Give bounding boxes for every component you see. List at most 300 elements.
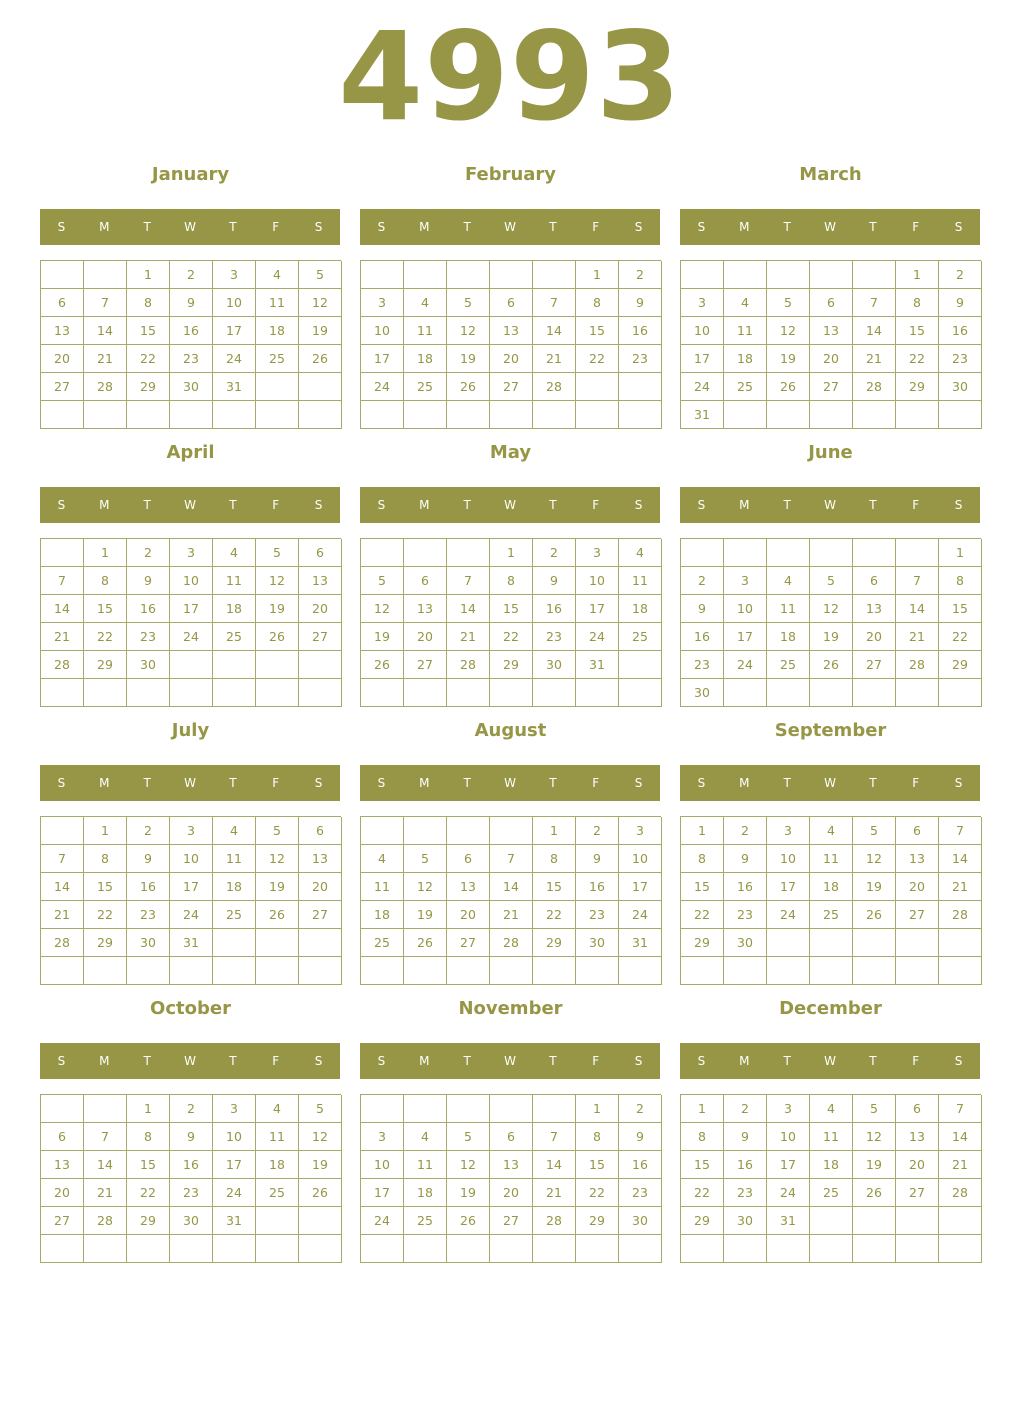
day-cell: 2 bbox=[170, 1095, 213, 1123]
day-cell: 12 bbox=[853, 845, 896, 873]
day-cell: 22 bbox=[84, 623, 127, 651]
day-cell: 28 bbox=[84, 373, 127, 401]
empty-cell bbox=[404, 817, 447, 845]
empty-cell bbox=[810, 401, 853, 429]
day-cell: 14 bbox=[84, 1151, 127, 1179]
day-cell: 1 bbox=[939, 539, 982, 567]
day-cell: 15 bbox=[681, 873, 724, 901]
day-cell: 22 bbox=[681, 1179, 724, 1207]
weekday-header bbox=[680, 765, 980, 801]
day-cell: 17 bbox=[767, 873, 810, 901]
day-cell: 30 bbox=[127, 929, 170, 957]
day-cell: 28 bbox=[939, 1179, 982, 1207]
empty-cell bbox=[404, 1235, 447, 1263]
day-cell: 28 bbox=[533, 373, 576, 401]
day-cell: 17 bbox=[619, 873, 662, 901]
empty-cell bbox=[361, 679, 404, 707]
day-grid bbox=[40, 1094, 341, 1263]
day-cell: 3 bbox=[361, 289, 404, 317]
day-cell: 27 bbox=[41, 373, 84, 401]
day-cell: 27 bbox=[447, 929, 490, 957]
day-cell: 28 bbox=[41, 651, 84, 679]
day-cell: 15 bbox=[896, 317, 939, 345]
day-cell: 6 bbox=[41, 289, 84, 317]
weekday-label: W bbox=[504, 1054, 516, 1068]
day-cell: 30 bbox=[170, 373, 213, 401]
day-cell: 15 bbox=[939, 595, 982, 623]
empty-cell bbox=[84, 261, 127, 289]
day-cell: 9 bbox=[170, 289, 213, 317]
day-cell: 10 bbox=[361, 1151, 404, 1179]
weekday-label: W bbox=[504, 498, 516, 512]
day-cell: 6 bbox=[490, 289, 533, 317]
day-cell: 24 bbox=[170, 901, 213, 929]
day-cell: 6 bbox=[41, 1123, 84, 1151]
day-cell: 9 bbox=[619, 1123, 662, 1151]
day-cell: 10 bbox=[576, 567, 619, 595]
day-cell: 3 bbox=[576, 539, 619, 567]
weekday-label: F bbox=[912, 1054, 920, 1068]
day-cell: 28 bbox=[533, 1207, 576, 1235]
day-cell: 5 bbox=[299, 261, 342, 289]
day-cell: 17 bbox=[213, 1151, 256, 1179]
weekday-label: S bbox=[57, 776, 66, 790]
day-cell: 27 bbox=[490, 373, 533, 401]
day-cell: 13 bbox=[896, 1123, 939, 1151]
day-cell: 7 bbox=[853, 289, 896, 317]
day-cell: 14 bbox=[533, 1151, 576, 1179]
day-cell: 8 bbox=[576, 289, 619, 317]
empty-cell bbox=[41, 401, 84, 429]
day-cell: 2 bbox=[939, 261, 982, 289]
empty-cell bbox=[810, 261, 853, 289]
weekday-label: S bbox=[954, 220, 963, 234]
day-cell: 4 bbox=[404, 1123, 447, 1151]
day-cell: 11 bbox=[213, 567, 256, 595]
weekday-label: T bbox=[229, 220, 237, 234]
empty-cell bbox=[447, 1095, 490, 1123]
empty-cell bbox=[681, 261, 724, 289]
empty-cell bbox=[361, 1095, 404, 1123]
weekday-label: M bbox=[419, 1054, 430, 1068]
day-cell: 18 bbox=[810, 1151, 853, 1179]
empty-cell bbox=[896, 929, 939, 957]
day-cell: 10 bbox=[767, 845, 810, 873]
weekday-label: W bbox=[824, 776, 836, 790]
day-cell: 13 bbox=[41, 1151, 84, 1179]
empty-cell bbox=[127, 957, 170, 985]
day-cell: 28 bbox=[896, 651, 939, 679]
empty-cell bbox=[767, 539, 810, 567]
day-cell: 19 bbox=[404, 901, 447, 929]
day-cell: 12 bbox=[256, 845, 299, 873]
day-cell: 6 bbox=[853, 567, 896, 595]
day-cell: 25 bbox=[810, 901, 853, 929]
empty-cell bbox=[361, 401, 404, 429]
empty-cell bbox=[724, 679, 767, 707]
month-name: September bbox=[774, 720, 887, 741]
day-cell: 21 bbox=[939, 873, 982, 901]
empty-cell bbox=[896, 401, 939, 429]
day-cell: 13 bbox=[299, 845, 342, 873]
day-cell: 4 bbox=[213, 817, 256, 845]
weekday-label: S bbox=[634, 498, 643, 512]
day-cell: 12 bbox=[810, 595, 853, 623]
day-cell: 23 bbox=[576, 901, 619, 929]
day-cell: 29 bbox=[896, 373, 939, 401]
empty-cell bbox=[767, 1235, 810, 1263]
day-cell: 7 bbox=[447, 567, 490, 595]
day-cell: 22 bbox=[939, 623, 982, 651]
month-name: April bbox=[166, 442, 215, 463]
empty-cell bbox=[810, 957, 853, 985]
day-cell: 25 bbox=[619, 623, 662, 651]
weekday-label: T bbox=[229, 1054, 237, 1068]
weekday-header bbox=[40, 1043, 340, 1079]
empty-cell bbox=[361, 261, 404, 289]
day-cell: 30 bbox=[939, 373, 982, 401]
day-cell: 6 bbox=[299, 817, 342, 845]
weekday-label: T bbox=[229, 498, 237, 512]
day-cell: 21 bbox=[939, 1151, 982, 1179]
empty-cell bbox=[256, 957, 299, 985]
day-cell: 1 bbox=[681, 817, 724, 845]
day-cell: 25 bbox=[404, 1207, 447, 1235]
day-cell: 9 bbox=[576, 845, 619, 873]
day-cell: 29 bbox=[490, 651, 533, 679]
day-grid bbox=[360, 538, 661, 707]
day-cell: 16 bbox=[619, 317, 662, 345]
empty-cell bbox=[724, 261, 767, 289]
day-cell: 29 bbox=[939, 651, 982, 679]
empty-cell bbox=[767, 401, 810, 429]
day-cell: 27 bbox=[299, 623, 342, 651]
day-cell: 6 bbox=[404, 567, 447, 595]
day-cell: 3 bbox=[361, 1123, 404, 1151]
day-cell: 5 bbox=[767, 289, 810, 317]
day-cell: 17 bbox=[170, 873, 213, 901]
day-cell: 5 bbox=[810, 567, 853, 595]
empty-cell bbox=[299, 957, 342, 985]
day-cell: 12 bbox=[256, 567, 299, 595]
day-cell: 6 bbox=[810, 289, 853, 317]
month-name: October bbox=[150, 998, 231, 1019]
day-cell: 18 bbox=[767, 623, 810, 651]
weekday-header bbox=[40, 209, 340, 245]
day-cell: 18 bbox=[256, 317, 299, 345]
weekday-label: T bbox=[869, 498, 877, 512]
day-grid bbox=[680, 1094, 981, 1263]
empty-cell bbox=[127, 679, 170, 707]
day-cell: 6 bbox=[299, 539, 342, 567]
day-cell: 19 bbox=[447, 345, 490, 373]
empty-cell bbox=[213, 679, 256, 707]
day-cell: 10 bbox=[361, 317, 404, 345]
empty-cell bbox=[256, 1207, 299, 1235]
day-cell: 24 bbox=[724, 651, 767, 679]
day-cell: 3 bbox=[213, 261, 256, 289]
day-cell: 23 bbox=[619, 1179, 662, 1207]
day-cell: 4 bbox=[619, 539, 662, 567]
weekday-label: F bbox=[592, 1054, 600, 1068]
day-cell: 20 bbox=[896, 1151, 939, 1179]
empty-cell bbox=[170, 957, 213, 985]
empty-cell bbox=[256, 1235, 299, 1263]
day-cell: 23 bbox=[127, 901, 170, 929]
weekday-label: S bbox=[697, 1054, 706, 1068]
empty-cell bbox=[681, 1235, 724, 1263]
empty-cell bbox=[170, 1235, 213, 1263]
day-cell: 6 bbox=[896, 817, 939, 845]
day-cell: 2 bbox=[533, 539, 576, 567]
day-cell: 26 bbox=[447, 1207, 490, 1235]
weekday-label: M bbox=[739, 220, 750, 234]
day-cell: 15 bbox=[490, 595, 533, 623]
day-cell: 14 bbox=[939, 845, 982, 873]
day-cell: 25 bbox=[767, 651, 810, 679]
day-cell: 5 bbox=[447, 289, 490, 317]
weekday-header bbox=[360, 487, 660, 523]
empty-cell bbox=[361, 957, 404, 985]
weekday-label: T bbox=[463, 498, 471, 512]
day-cell: 25 bbox=[213, 623, 256, 651]
day-cell: 17 bbox=[724, 623, 767, 651]
day-cell: 4 bbox=[213, 539, 256, 567]
day-cell: 7 bbox=[41, 567, 84, 595]
day-cell: 10 bbox=[170, 845, 213, 873]
empty-cell bbox=[41, 1095, 84, 1123]
day-cell: 2 bbox=[619, 261, 662, 289]
weekday-label: F bbox=[592, 776, 600, 790]
weekday-header bbox=[680, 209, 980, 245]
month-name: March bbox=[799, 164, 862, 185]
day-cell: 6 bbox=[447, 845, 490, 873]
day-cell: 20 bbox=[404, 623, 447, 651]
day-cell: 25 bbox=[724, 373, 767, 401]
empty-cell bbox=[939, 929, 982, 957]
empty-cell bbox=[490, 261, 533, 289]
empty-cell bbox=[41, 539, 84, 567]
day-cell: 28 bbox=[853, 373, 896, 401]
day-cell: 23 bbox=[724, 1179, 767, 1207]
day-cell: 14 bbox=[84, 317, 127, 345]
day-cell: 2 bbox=[576, 817, 619, 845]
day-cell: 1 bbox=[84, 817, 127, 845]
day-cell: 4 bbox=[404, 289, 447, 317]
day-cell: 31 bbox=[213, 1207, 256, 1235]
day-cell: 26 bbox=[853, 1179, 896, 1207]
day-cell: 10 bbox=[681, 317, 724, 345]
day-cell: 7 bbox=[41, 845, 84, 873]
empty-cell bbox=[853, 401, 896, 429]
day-cell: 25 bbox=[256, 1179, 299, 1207]
day-cell: 12 bbox=[447, 317, 490, 345]
weekday-label: M bbox=[99, 498, 110, 512]
weekday-label: F bbox=[912, 220, 920, 234]
empty-cell bbox=[256, 929, 299, 957]
weekday-header bbox=[360, 1043, 660, 1079]
empty-cell bbox=[810, 1207, 853, 1235]
day-cell: 13 bbox=[490, 1151, 533, 1179]
empty-cell bbox=[170, 679, 213, 707]
weekday-label: M bbox=[419, 776, 430, 790]
empty-cell bbox=[533, 679, 576, 707]
day-cell: 10 bbox=[724, 595, 767, 623]
weekday-label: S bbox=[954, 1054, 963, 1068]
day-cell: 5 bbox=[256, 539, 299, 567]
weekday-label: T bbox=[549, 1054, 557, 1068]
day-grid bbox=[360, 1094, 661, 1263]
day-cell: 21 bbox=[84, 1179, 127, 1207]
empty-cell bbox=[853, 539, 896, 567]
day-cell: 15 bbox=[84, 873, 127, 901]
empty-cell bbox=[724, 401, 767, 429]
day-grid bbox=[680, 260, 981, 429]
day-cell: 13 bbox=[896, 845, 939, 873]
day-cell: 7 bbox=[533, 1123, 576, 1151]
day-cell: 2 bbox=[681, 567, 724, 595]
weekday-label: T bbox=[783, 776, 791, 790]
empty-cell bbox=[447, 261, 490, 289]
weekday-header bbox=[360, 209, 660, 245]
day-cell: 1 bbox=[490, 539, 533, 567]
day-cell: 16 bbox=[127, 595, 170, 623]
day-grid bbox=[40, 538, 341, 707]
day-cell: 16 bbox=[724, 873, 767, 901]
empty-cell bbox=[853, 261, 896, 289]
day-cell: 27 bbox=[810, 373, 853, 401]
day-cell: 15 bbox=[127, 317, 170, 345]
weekday-label: S bbox=[697, 220, 706, 234]
empty-cell bbox=[213, 929, 256, 957]
day-cell: 5 bbox=[256, 817, 299, 845]
day-cell: 23 bbox=[533, 623, 576, 651]
weekday-label: T bbox=[549, 498, 557, 512]
day-cell: 15 bbox=[127, 1151, 170, 1179]
day-cell: 12 bbox=[299, 289, 342, 317]
day-cell: 12 bbox=[299, 1123, 342, 1151]
day-cell: 30 bbox=[576, 929, 619, 957]
month-name: January bbox=[151, 164, 230, 185]
weekday-label: W bbox=[824, 498, 836, 512]
empty-cell bbox=[724, 1235, 767, 1263]
weekday-label: S bbox=[314, 1054, 323, 1068]
empty-cell bbox=[619, 1235, 662, 1263]
day-cell: 25 bbox=[810, 1179, 853, 1207]
day-cell: 23 bbox=[939, 345, 982, 373]
day-cell: 15 bbox=[576, 1151, 619, 1179]
day-grid bbox=[360, 260, 661, 429]
day-cell: 29 bbox=[84, 651, 127, 679]
day-cell: 4 bbox=[810, 1095, 853, 1123]
empty-cell bbox=[256, 373, 299, 401]
day-cell: 20 bbox=[41, 1179, 84, 1207]
day-cell: 2 bbox=[127, 539, 170, 567]
day-cell: 26 bbox=[767, 373, 810, 401]
day-cell: 2 bbox=[170, 261, 213, 289]
day-cell: 25 bbox=[256, 345, 299, 373]
day-cell: 26 bbox=[299, 1179, 342, 1207]
day-cell: 3 bbox=[767, 817, 810, 845]
day-cell: 3 bbox=[170, 539, 213, 567]
day-cell: 18 bbox=[213, 873, 256, 901]
day-cell: 8 bbox=[490, 567, 533, 595]
empty-cell bbox=[490, 401, 533, 429]
day-cell: 11 bbox=[256, 289, 299, 317]
day-cell: 18 bbox=[213, 595, 256, 623]
day-cell: 31 bbox=[619, 929, 662, 957]
empty-cell bbox=[810, 679, 853, 707]
day-cell: 17 bbox=[361, 1179, 404, 1207]
weekday-label: T bbox=[143, 220, 151, 234]
day-cell: 24 bbox=[681, 373, 724, 401]
day-cell: 25 bbox=[361, 929, 404, 957]
day-cell: 15 bbox=[533, 873, 576, 901]
day-cell: 15 bbox=[576, 317, 619, 345]
empty-cell bbox=[576, 401, 619, 429]
day-cell: 16 bbox=[939, 317, 982, 345]
day-cell: 23 bbox=[170, 1179, 213, 1207]
day-cell: 21 bbox=[41, 901, 84, 929]
weekday-label: T bbox=[463, 776, 471, 790]
day-cell: 28 bbox=[41, 929, 84, 957]
day-cell: 10 bbox=[170, 567, 213, 595]
day-cell: 30 bbox=[724, 1207, 767, 1235]
day-cell: 1 bbox=[896, 261, 939, 289]
day-cell: 5 bbox=[404, 845, 447, 873]
empty-cell bbox=[576, 373, 619, 401]
day-cell: 14 bbox=[939, 1123, 982, 1151]
day-cell: 22 bbox=[127, 345, 170, 373]
weekday-label: S bbox=[314, 776, 323, 790]
day-cell: 20 bbox=[490, 345, 533, 373]
empty-cell bbox=[84, 957, 127, 985]
weekday-header bbox=[680, 1043, 980, 1079]
day-cell: 18 bbox=[256, 1151, 299, 1179]
day-cell: 18 bbox=[619, 595, 662, 623]
day-cell: 5 bbox=[299, 1095, 342, 1123]
day-cell: 27 bbox=[41, 1207, 84, 1235]
day-cell: 26 bbox=[447, 373, 490, 401]
day-cell: 16 bbox=[619, 1151, 662, 1179]
day-cell: 20 bbox=[896, 873, 939, 901]
empty-cell bbox=[447, 1235, 490, 1263]
day-cell: 29 bbox=[84, 929, 127, 957]
day-cell: 9 bbox=[939, 289, 982, 317]
empty-cell bbox=[896, 1235, 939, 1263]
empty-cell bbox=[299, 373, 342, 401]
day-cell: 1 bbox=[576, 261, 619, 289]
day-cell: 15 bbox=[84, 595, 127, 623]
empty-cell bbox=[361, 817, 404, 845]
day-cell: 29 bbox=[533, 929, 576, 957]
day-cell: 13 bbox=[447, 873, 490, 901]
day-cell: 31 bbox=[767, 1207, 810, 1235]
day-cell: 25 bbox=[404, 373, 447, 401]
day-cell: 29 bbox=[681, 929, 724, 957]
empty-cell bbox=[404, 261, 447, 289]
day-grid bbox=[40, 260, 341, 429]
day-cell: 1 bbox=[681, 1095, 724, 1123]
weekday-label: T bbox=[869, 1054, 877, 1068]
day-cell: 18 bbox=[810, 873, 853, 901]
day-cell: 4 bbox=[724, 289, 767, 317]
weekday-label: S bbox=[377, 1054, 386, 1068]
empty-cell bbox=[681, 957, 724, 985]
empty-cell bbox=[490, 817, 533, 845]
empty-cell bbox=[724, 539, 767, 567]
empty-cell bbox=[404, 679, 447, 707]
